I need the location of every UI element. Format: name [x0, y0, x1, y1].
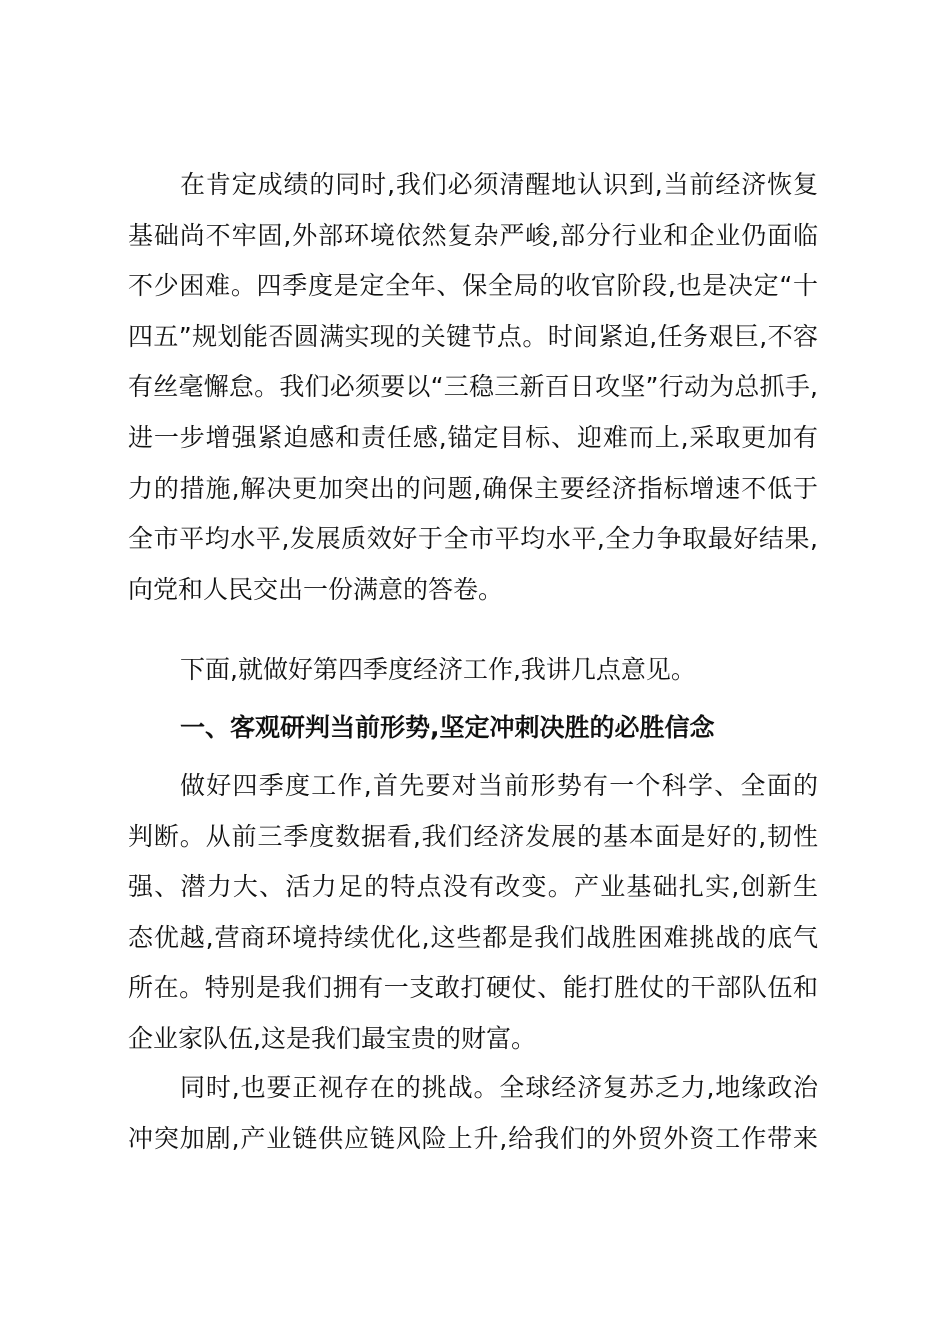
text-line: 强、潜力大、活力足的特点没有改变。产业基础扎实,创新生 — [128, 872, 818, 902]
paragraph-intro — [128, 645, 818, 696]
text-line: 做好四季度工作,首先要对当前形势有一个科学、全面的 — [180, 771, 818, 800]
text-line: 判断。从前三季度数据看,我们经济发展的基本面是好的,韧性 — [128, 821, 818, 851]
text-line: 进一步增强紧迫感和责任感,锚定目标、迎难而上,采取更加有 — [128, 422, 818, 452]
paragraph-current-challenges — [128, 160, 818, 615]
text-line: 企业家队伍,这是我们最宝贵的财富。 — [128, 1023, 536, 1053]
text-line: 同时,也要正视存在的挑战。全球经济复苏乏力,地缘政治 — [180, 1073, 818, 1102]
text-line: 下面,就做好第四季度经济工作,我讲几点意见。 — [180, 655, 696, 684]
paragraph-external-challenges — [128, 1063, 818, 1164]
section-heading — [128, 703, 818, 754]
text-line: 力的措施,解决更加突出的问题,确保主要经济指标增速不低于 — [128, 473, 818, 503]
text-line: 所在。特别是我们拥有一支敢打硬仗、能打胜仗的干部队伍和 — [128, 973, 818, 1003]
text-line: 基础尚不牢固,外部环境依然复杂严峻,部分行业和企业仍面临 — [128, 220, 818, 250]
text-line: 不少困难。四季度是定全年、保全局的收官阶段,也是决定“十 — [128, 271, 818, 301]
text-line: 冲突加剧,产业链供应链风险上升,给我们的外贸外资工作带来 — [128, 1123, 818, 1153]
heading-text: 一、客观研判当前形势,坚定冲刺决胜的必胜信念 — [180, 713, 715, 742]
text-line: 有丝毫懈怠。我们必须要以“三稳三新百日攻坚”行动为总抓手, — [128, 372, 818, 402]
text-line: 全市平均水平,发展质效好于全市平均水平,全力争取最好结果, — [128, 524, 818, 554]
text-line: 在肯定成绩的同时,我们必须清醒地认识到,当前经济恢复 — [180, 170, 818, 199]
text-line: 向党和人民交出一份满意的答卷。 — [128, 574, 504, 604]
text-line: 四五”规划能否圆满实现的关键节点。时间紧迫,任务艰巨,不容 — [128, 321, 818, 351]
paragraph-situation-judgment — [128, 761, 818, 1065]
text-line: 态优越,营商环境持续优化,这些都是我们战胜困难挑战的底气 — [128, 922, 818, 952]
